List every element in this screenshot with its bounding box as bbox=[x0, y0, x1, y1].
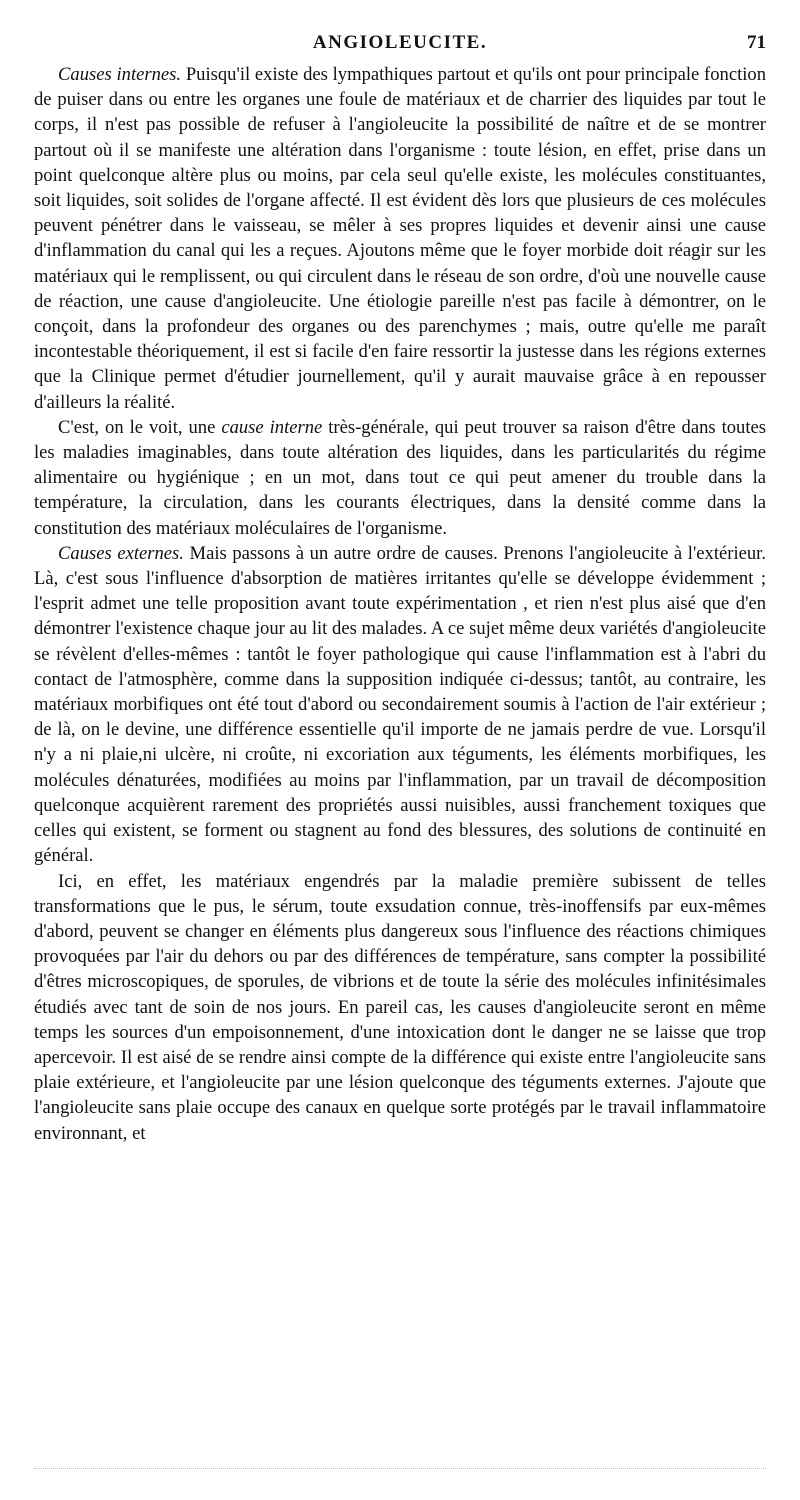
paragraph-causes-externes bbox=[34, 541, 766, 869]
section-lead-causes-internes: Causes internes. bbox=[58, 64, 182, 85]
paragraph-text-pre: C'est, on le voit, une bbox=[58, 416, 222, 438]
paragraph-cause-interne bbox=[34, 415, 766, 541]
paragraph-text: Puisqu'il existe des lympathiques partout et qu'ils ont pour principale fonction de puiser dans ou entre les organes une foule de matériaux et de charrier des liquides par tout le corps, il n'est pas possible de refuser à l'angioleucite la possibilité de naître et de se montrer partout où il se manifeste une altération dans l'organisme : toute lésion, en effet, prise dans un point quelconque altère plus ou moins, par cela seul qu'elle existe, les molécules constituantes, soit liquides, soit solides de l'organe affecté. Il est évident dès lors que plusieurs de ces molécules peuvent pénétrer dans le vaisseau, se mêler à ses propres liquides et devenir ainsi une cause d'inflammation du canal qui les a reçues. Ajoutons même que le foyer morbide doit réagir sur les matériaux qui le remplissent, ou qui circulent dans le réseau de son ordre, d'où une nouvelle cause de réaction, une cause d'angioleucite. Une étiologie pareille n'est pas facile à démontrer, on le conçoit, dans la profondeur des organes ou des parenchymes ; mais, outre qu'elle me paraît incontestable théoriquement, il est si facile d'en faire ressortir la justesse dans les régions externes que la Clinique permet d'étudier journellement, qu'il y aurait mauvaise grâce à en repousser d'ailleurs la réalité. bbox=[34, 64, 766, 413]
paragraph-ici bbox=[34, 869, 766, 1146]
emphasis-cause-interne: cause interne bbox=[221, 416, 323, 438]
chapter-title: ANGIOLEUCITE. bbox=[312, 32, 488, 53]
page-bottom-edge bbox=[34, 1468, 766, 1469]
paragraph-text: Mais passons à un autre ordre de causes. Prenons l'angioleucite à l'extérieur. Là, c'est sous l'influence d'absorption de matières irritantes qu'elle se développe évidemment ; l'esprit admet une telle proposition avant toute expérimentation , et rien n'est plus aisé que d'en démontrer l'existence chaque jour au lit des malades. A ce sujet même deux variétés d'angioleucite se révèlent d'elles-mêmes : tantôt le foyer pathologique qui cause l'inflammation est à l'abri du contact de l'atmosphère, comme dans la supposition indiquée ci-dessus; tantôt, au contraire, les matériaux morbifiques ont été tout d'abord ou secondairement soumis à l'action de l'air extérieur ; de là, on le devine, une différence essentielle qu'il importe de ne jamais perdre de vue. Lorsqu'il n'y a ni plaie,ni ulcère, ni croûte, ni excoriation aux téguments, les éléments morbifiques, les molécules dénaturées, modifiées au moins par l'inflammation, par un travail de décomposition quelconque acquièrent rarement des propriétés aussi nuisibles, aussi franchement toxiques que celles qui existent, se forment ou stagnent au fond des blessures, des solutions de continuité en général. bbox=[34, 542, 766, 867]
paragraph-text: Ici, en effet, les matériaux engendrés par la maladie première subissent de telles transformations que le pus, le sérum, toute exsudation connue, très-inoffensifs par eux-mêmes d'abord, peuvent se changer en éléments plus dangereux sous l'influence des réactions chimiques provoquées par l'air du dehors ou par des différences de température, sans compter la possibilité d'êtres microscopiques, de sporules, de vibrions et de toute la série des molécules infinitésimales étudiés avec tant de soin de nos jours. En pareil cas, les causes d'angioleucite seront en même temps les sources d'un empoisonnement, d'une intoxication dont le danger ne se laisse que trop apercevoir. Il est aisé de se rendre ainsi compte de la différence qui existe entre l'angioleucite sans plaie extérieure, et l'angioleucite par une lésion quelconque des téguments externes. J'ajoute que l'angioleucite sans plaie occupe des canaux en quelque sorte protégés par le travail inflammatoire environnant, et bbox=[34, 870, 766, 1144]
body-text bbox=[34, 62, 766, 1146]
paragraph-text: très-générale, qui peut trouver sa raison d'être dans toutes les maladies imaginables, dans toute altération des liquides, dans les particularités du régime alimentaire ou hygiénique ; en un mot, dans tout ce qui peut amener du trouble dans la température, la circulation, dans les courants électriques, dans la densité comme dans la constitution des matériaux moléculaires de l'organisme. bbox=[34, 416, 766, 539]
running-header bbox=[34, 32, 766, 56]
section-lead-causes-externes: Causes externes. bbox=[58, 542, 184, 564]
page-number: 71 bbox=[747, 32, 766, 53]
paragraph-causes-internes bbox=[34, 62, 766, 415]
